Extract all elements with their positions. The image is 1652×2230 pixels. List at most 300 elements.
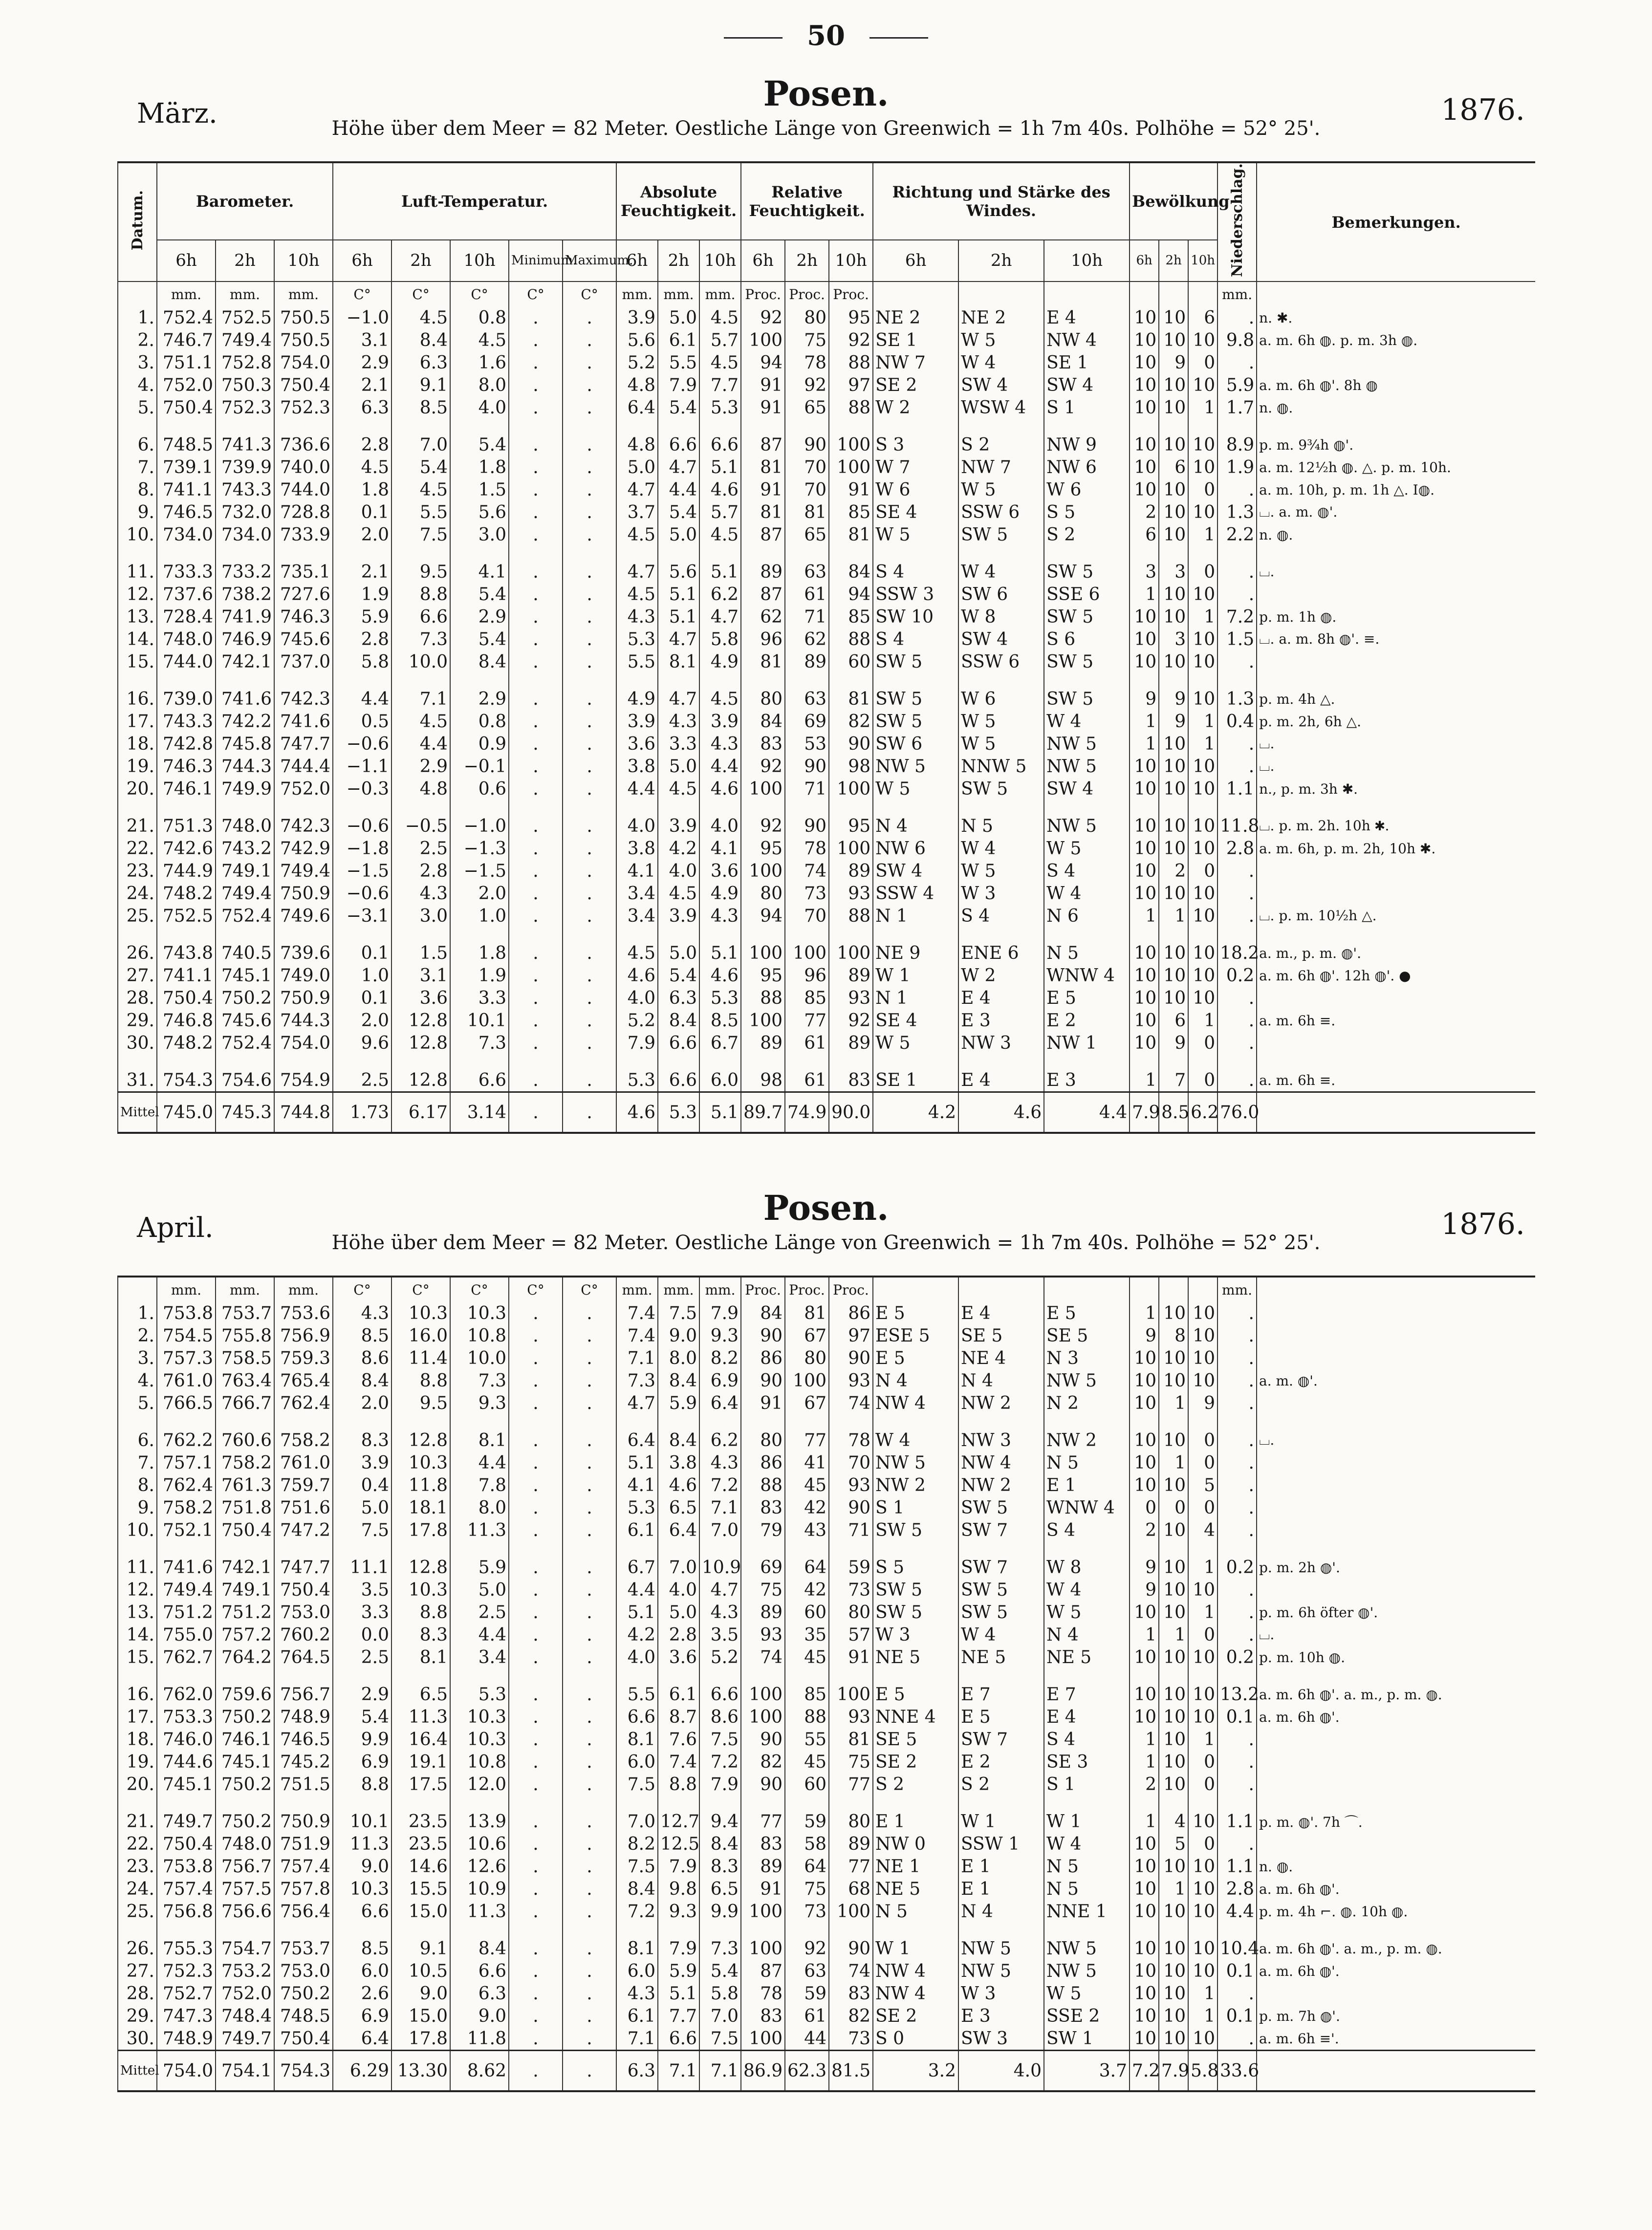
value-cell: 2.9 [450, 606, 509, 628]
value-cell: 10 [1159, 942, 1188, 964]
date-cell: 24. [118, 1878, 157, 1900]
value-cell: 7.0 [658, 1556, 699, 1579]
value-cell: S 6 [1044, 628, 1130, 650]
value-cell: 85 [785, 1683, 829, 1706]
value-cell: 15.5 [391, 1878, 450, 1900]
table-row [118, 964, 1535, 987]
table-row [118, 1833, 1535, 1855]
value-cell: 8.6 [333, 1347, 391, 1369]
table-row [118, 374, 1535, 396]
value-cell: 8.5 [333, 1937, 391, 1960]
value-cell: 8.4 [616, 1878, 658, 1900]
value-cell: 10 [1188, 1683, 1217, 1706]
value-cell: 96 [785, 964, 829, 987]
value-cell: 4.5 [450, 329, 509, 351]
date-cell: 23. [118, 860, 157, 882]
spacer-row [118, 1796, 1535, 1810]
value-cell: 77 [785, 1009, 829, 1032]
table-row [118, 650, 1535, 673]
value-cell: 92 [785, 1937, 829, 1960]
value-cell: 5.6 [616, 329, 658, 351]
value-cell: 16.0 [391, 1324, 450, 1347]
value-cell: . [509, 1900, 563, 1923]
value-cell: . [563, 650, 616, 673]
spacer-row [118, 800, 1535, 815]
value-cell: 10 [1130, 396, 1159, 419]
value-cell: 1.1 [1217, 778, 1257, 800]
value-cell: W 5 [1044, 837, 1130, 860]
value-cell: 9.5 [391, 1392, 450, 1414]
value-cell: 74 [741, 1646, 785, 1668]
value-cell: 80 [741, 882, 785, 905]
value-cell: S 1 [873, 1496, 958, 1519]
value-cell: 10 [1130, 1429, 1159, 1451]
value-cell: 5.8 [699, 1982, 741, 2005]
table-row [118, 583, 1535, 606]
value-cell: . [509, 1646, 563, 1668]
value-cell: 4.1 [616, 860, 658, 882]
mean-cell: 76.0 [1217, 1092, 1257, 1133]
table-row [118, 860, 1535, 882]
value-cell: 62 [785, 628, 829, 650]
value-cell: 7.5 [391, 523, 450, 546]
value-cell: 70 [785, 905, 829, 927]
value-cell: 2 [1130, 1773, 1159, 1796]
value-cell: 7.3 [450, 1369, 509, 1392]
value-cell: . [509, 710, 563, 733]
value-cell: 75 [785, 329, 829, 351]
value-cell: 1 [1188, 1728, 1217, 1751]
value-cell: 9.0 [333, 1855, 391, 1878]
value-cell: 10 [1130, 882, 1159, 905]
table-row [118, 1069, 1535, 1092]
value-cell: NW 4 [1044, 329, 1130, 351]
value-cell: 83 [741, 733, 785, 755]
value-cell: . [509, 1519, 563, 1541]
value-cell: NW 5 [1044, 733, 1130, 755]
value-cell: 5.3 [616, 628, 658, 650]
value-cell: 750.9 [274, 987, 333, 1009]
value-cell: 81 [785, 1302, 829, 1324]
value-cell: 749.7 [157, 1810, 216, 1833]
value-cell: 733.3 [157, 561, 216, 583]
section-header [0, 1188, 1652, 1276]
mean-cell: 81.5 [829, 2051, 873, 2092]
value-cell: . [1217, 1009, 1257, 1032]
value-cell: 100 [741, 1706, 785, 1728]
value-cell: E 2 [958, 1751, 1044, 1773]
col-header: 2h [958, 240, 1044, 281]
value-cell: 73 [785, 882, 829, 905]
value-cell: 3.3 [450, 987, 509, 1009]
value-cell: . [563, 478, 616, 501]
table-row [118, 1429, 1535, 1451]
value-cell: 11.3 [333, 1833, 391, 1855]
value-cell: 10 [1159, 650, 1188, 673]
value-cell: . [509, 964, 563, 987]
value-cell: 8.4 [658, 1369, 699, 1392]
value-cell: 97 [829, 374, 873, 396]
spacer-row [118, 1054, 1535, 1069]
unit-cell [1130, 281, 1159, 306]
value-cell: 3.9 [699, 710, 741, 733]
value-cell: 732.0 [216, 501, 274, 523]
value-cell: . [1217, 1624, 1257, 1646]
value-cell: N 5 [1044, 942, 1130, 964]
value-cell: N 4 [958, 1900, 1044, 1923]
value-cell: E 4 [958, 1302, 1044, 1324]
value-cell: . [1217, 1982, 1257, 2005]
value-cell: 15.0 [391, 2005, 450, 2027]
year-label: 1876. [1441, 93, 1525, 127]
value-cell: 757.3 [157, 1347, 216, 1369]
value-cell: . [509, 1009, 563, 1032]
value-cell: 762.7 [157, 1646, 216, 1668]
value-cell: 10 [1159, 1579, 1188, 1601]
value-cell: 10 [1130, 1900, 1159, 1923]
table-row [118, 1519, 1535, 1541]
value-cell: 82 [741, 1751, 785, 1773]
value-cell: . [563, 964, 616, 987]
value-cell: 83 [741, 1833, 785, 1855]
date-cell: 6. [118, 433, 157, 456]
value-cell: 1 [1130, 1751, 1159, 1773]
value-cell: 1.8 [333, 478, 391, 501]
value-cell: 10.0 [450, 1347, 509, 1369]
date-cell: 12. [118, 1579, 157, 1601]
value-cell: 74 [829, 1960, 873, 1982]
value-cell: 752.5 [157, 905, 216, 927]
value-cell: 8.5 [333, 1324, 391, 1347]
value-cell: SW 5 [873, 688, 958, 710]
date-cell: 2. [118, 329, 157, 351]
value-cell: 1.5 [1217, 628, 1257, 650]
value-cell: W 8 [1044, 1556, 1130, 1579]
value-cell: 10 [1130, 1646, 1159, 1668]
remark-cell [1257, 1324, 1535, 1347]
mean-cell: 4.0 [958, 2051, 1044, 2092]
value-cell: 91 [829, 1646, 873, 1668]
value-cell: 6.4 [658, 1519, 699, 1541]
value-cell: . [509, 628, 563, 650]
value-cell: 7.3 [450, 1032, 509, 1054]
value-cell: 2.0 [450, 882, 509, 905]
value-cell: 80 [785, 306, 829, 329]
value-cell: 756.9 [274, 1324, 333, 1347]
value-cell: 6.0 [616, 1960, 658, 1982]
value-cell: 10 [1188, 882, 1217, 905]
value-cell: SW 7 [958, 1519, 1044, 1541]
value-cell: 10 [1159, 583, 1188, 606]
value-cell: 741.6 [216, 688, 274, 710]
value-cell: 89 [741, 1032, 785, 1054]
value-cell: 754.5 [157, 1324, 216, 1347]
value-cell: E 4 [1044, 1706, 1130, 1728]
value-cell: SE 4 [873, 1009, 958, 1032]
value-cell: 10 [1130, 628, 1159, 650]
col-header: 2h [216, 240, 274, 281]
date-cell: 14. [118, 1624, 157, 1646]
col-header: 2h [391, 240, 450, 281]
value-cell: 3.6 [658, 1646, 699, 1668]
value-cell: 7.0 [699, 1519, 741, 1541]
value-cell: 7.1 [616, 2027, 658, 2051]
value-cell: E 1 [1044, 1474, 1130, 1496]
value-cell: NW 9 [1044, 433, 1130, 456]
unit-cell: C° [509, 1277, 563, 1302]
value-cell: 96 [741, 628, 785, 650]
value-cell: 2.5 [450, 1601, 509, 1624]
value-cell: 748.0 [216, 815, 274, 837]
value-cell: 4.2 [658, 837, 699, 860]
value-cell: 4.4 [1217, 1900, 1257, 1923]
value-cell: NE 9 [873, 942, 958, 964]
value-cell: . [1217, 1833, 1257, 1855]
value-cell: 3.5 [333, 1579, 391, 1601]
date-cell: 9. [118, 1496, 157, 1519]
value-cell: W 1 [958, 1810, 1044, 1833]
value-cell: 10 [1159, 1556, 1188, 1579]
value-cell: . [563, 1937, 616, 1960]
value-cell: 10 [1130, 1474, 1159, 1496]
value-cell: −0.5 [391, 815, 450, 837]
unit-cell [1130, 1277, 1159, 1302]
value-cell: 742.8 [157, 733, 216, 755]
value-cell: NNE 4 [873, 1706, 958, 1728]
value-cell: . [563, 329, 616, 351]
value-cell: W 4 [1044, 882, 1130, 905]
value-cell: W 1 [1044, 1810, 1130, 1833]
value-cell: 6.5 [699, 1878, 741, 1900]
value-cell: 10 [1159, 1302, 1188, 1324]
value-cell: 10 [1159, 523, 1188, 546]
spacer-row [118, 927, 1535, 942]
value-cell: 5.9 [450, 1556, 509, 1579]
value-cell: 764.2 [216, 1646, 274, 1668]
table-row [118, 1302, 1535, 1324]
value-cell: . [509, 329, 563, 351]
value-cell: 747.7 [274, 733, 333, 755]
value-cell: . [509, 905, 563, 927]
value-cell: 43 [785, 1519, 829, 1541]
value-cell: 4.4 [616, 1579, 658, 1601]
value-cell: 5.2 [699, 1646, 741, 1668]
value-cell: 752.4 [157, 306, 216, 329]
value-cell: 10 [1159, 837, 1188, 860]
remark-cell: p. m. 1h ◍. [1257, 606, 1535, 628]
value-cell: SW 5 [873, 1601, 958, 1624]
value-cell: SW 7 [958, 1556, 1044, 1579]
remark-cell [1257, 860, 1535, 882]
value-cell: NW 0 [873, 1833, 958, 1855]
table-row [118, 1601, 1535, 1624]
value-cell: . [509, 1773, 563, 1796]
value-cell: 12.8 [391, 1429, 450, 1451]
value-cell: 80 [741, 1429, 785, 1451]
value-cell: NE 5 [873, 1878, 958, 1900]
value-cell: 1.9 [1217, 456, 1257, 478]
unit-cell [1159, 1277, 1188, 1302]
value-cell: 10 [1188, 1579, 1217, 1601]
value-cell: 7.1 [616, 1347, 658, 1369]
value-cell: N 5 [1044, 1878, 1130, 1900]
value-cell: 5.3 [699, 396, 741, 419]
value-cell: . [563, 561, 616, 583]
value-cell: 55 [785, 1728, 829, 1751]
value-cell: 10 [1130, 374, 1159, 396]
value-cell: 0.0 [333, 1624, 391, 1646]
value-cell: 10 [1159, 2005, 1188, 2027]
unit-cell: mm. [699, 1277, 741, 1302]
value-cell: W 5 [873, 1032, 958, 1054]
col-header: 10h [274, 240, 333, 281]
remarks-header: Bemerkungen. [1257, 162, 1535, 281]
value-cell: 4.5 [699, 306, 741, 329]
value-cell: 8.4 [450, 1937, 509, 1960]
value-cell: 84 [741, 1302, 785, 1324]
value-cell: . [563, 688, 616, 710]
value-cell: 733.2 [216, 561, 274, 583]
value-cell: 750.2 [216, 987, 274, 1009]
value-cell: . [563, 710, 616, 733]
remark-cell: p. m. 4h △. [1257, 688, 1535, 710]
value-cell: 10 [1188, 1347, 1217, 1369]
col-header: Maximum. [563, 240, 616, 281]
value-cell: 8.4 [450, 650, 509, 673]
value-cell: 10 [1130, 329, 1159, 351]
value-cell: 2 [1130, 1519, 1159, 1541]
value-cell: . [509, 1032, 563, 1054]
value-cell: . [1217, 306, 1257, 329]
unit-cell: C° [391, 1277, 450, 1302]
value-cell: . [563, 1810, 616, 1833]
table-row [118, 1728, 1535, 1751]
value-cell: 90 [829, 1496, 873, 1519]
value-cell: 6.4 [333, 2027, 391, 2051]
value-cell: 7.3 [391, 628, 450, 650]
date-cell: 5. [118, 1392, 157, 1414]
remark-cell: a. m. 6h ◍'. [1257, 1878, 1535, 1900]
value-cell: 5.1 [616, 1601, 658, 1624]
mean-cell: 89.7 [741, 1092, 785, 1133]
value-cell: 100 [741, 860, 785, 882]
mean-cell: 6.29 [333, 2051, 391, 2092]
value-cell: 4.2 [616, 1624, 658, 1646]
date-cell: 22. [118, 1833, 157, 1855]
table-row [118, 1009, 1535, 1032]
value-cell: SW 5 [873, 1579, 958, 1601]
value-cell: 9 [1159, 688, 1188, 710]
value-cell: 734.0 [216, 523, 274, 546]
value-cell: 4.3 [699, 1451, 741, 1474]
value-cell: 752.8 [216, 351, 274, 374]
value-cell: 756.7 [216, 1855, 274, 1878]
value-cell: N 4 [1044, 1624, 1130, 1646]
value-cell: 2.8 [658, 1624, 699, 1646]
value-cell: NNW 5 [958, 755, 1044, 778]
value-cell: 740.5 [216, 942, 274, 964]
value-cell: 750.9 [274, 1810, 333, 1833]
value-cell: 6.6 [450, 1069, 509, 1092]
value-cell: 4.3 [699, 733, 741, 755]
value-cell: 61 [785, 1032, 829, 1054]
table-row [118, 942, 1535, 964]
value-cell: 746.8 [157, 1009, 216, 1032]
value-cell: 91 [741, 1392, 785, 1414]
value-cell: 4.6 [699, 478, 741, 501]
value-cell: 2.5 [333, 1069, 391, 1092]
value-cell: 2.9 [450, 688, 509, 710]
value-cell: . [509, 1878, 563, 1900]
value-cell: 751.8 [216, 1496, 274, 1519]
value-cell: SW 4 [1044, 374, 1130, 396]
value-cell: SE 5 [1044, 1324, 1130, 1347]
mean-cell: 33.6 [1217, 2051, 1257, 2092]
value-cell: 746.7 [157, 329, 216, 351]
value-cell: 90 [829, 733, 873, 755]
value-cell: 1.5 [450, 478, 509, 501]
value-cell: 78 [741, 1982, 785, 2005]
value-cell: 90 [785, 755, 829, 778]
value-cell: 6.0 [699, 1069, 741, 1092]
value-cell: 7.2 [699, 1751, 741, 1773]
value-cell: 0 [1188, 1496, 1217, 1519]
value-cell: 6.9 [699, 1369, 741, 1392]
remark-cell: a. m. 6h ≡'. [1257, 2027, 1535, 2051]
value-cell: S 1 [1044, 396, 1130, 419]
value-cell: 741.3 [216, 433, 274, 456]
value-cell: 74 [829, 1392, 873, 1414]
value-cell: 0.9 [450, 733, 509, 755]
value-cell: 13.9 [450, 1810, 509, 1833]
value-cell: SSE 2 [1044, 2005, 1130, 2027]
value-cell: NE 5 [873, 1646, 958, 1668]
remark-cell: ⌴. [1257, 561, 1535, 583]
value-cell: 5.1 [699, 942, 741, 964]
value-cell: 10 [1159, 1751, 1188, 1773]
date-cell: 7. [118, 456, 157, 478]
value-cell: . [509, 1556, 563, 1579]
value-cell: 88 [829, 351, 873, 374]
value-cell: . [563, 1878, 616, 1900]
date-cell: 31. [118, 1069, 157, 1092]
unit-cell: mm. [157, 281, 216, 306]
value-cell: . [509, 523, 563, 546]
value-cell: 5.7 [699, 501, 741, 523]
value-cell: 748.2 [157, 1032, 216, 1054]
table-row [118, 1855, 1535, 1878]
value-cell: . [563, 501, 616, 523]
value-cell: 4.5 [699, 688, 741, 710]
value-cell: N 6 [1044, 905, 1130, 927]
value-cell: E 3 [958, 1009, 1044, 1032]
value-cell: 11.8 [391, 1474, 450, 1496]
value-cell: 5.4 [333, 1706, 391, 1728]
value-cell: 7.1 [699, 1496, 741, 1519]
value-cell: 89 [785, 650, 829, 673]
value-cell: 64 [785, 1855, 829, 1878]
value-cell: 83 [741, 2005, 785, 2027]
value-cell: SW 5 [1044, 561, 1130, 583]
value-cell: 59 [785, 1810, 829, 1833]
value-cell: 10 [1130, 2027, 1159, 2051]
date-cell: 16. [118, 688, 157, 710]
value-cell: 5.2 [616, 1009, 658, 1032]
value-cell: . [509, 1937, 563, 1960]
value-cell: . [1217, 1302, 1257, 1324]
value-cell: . [563, 987, 616, 1009]
value-cell: . [563, 815, 616, 837]
